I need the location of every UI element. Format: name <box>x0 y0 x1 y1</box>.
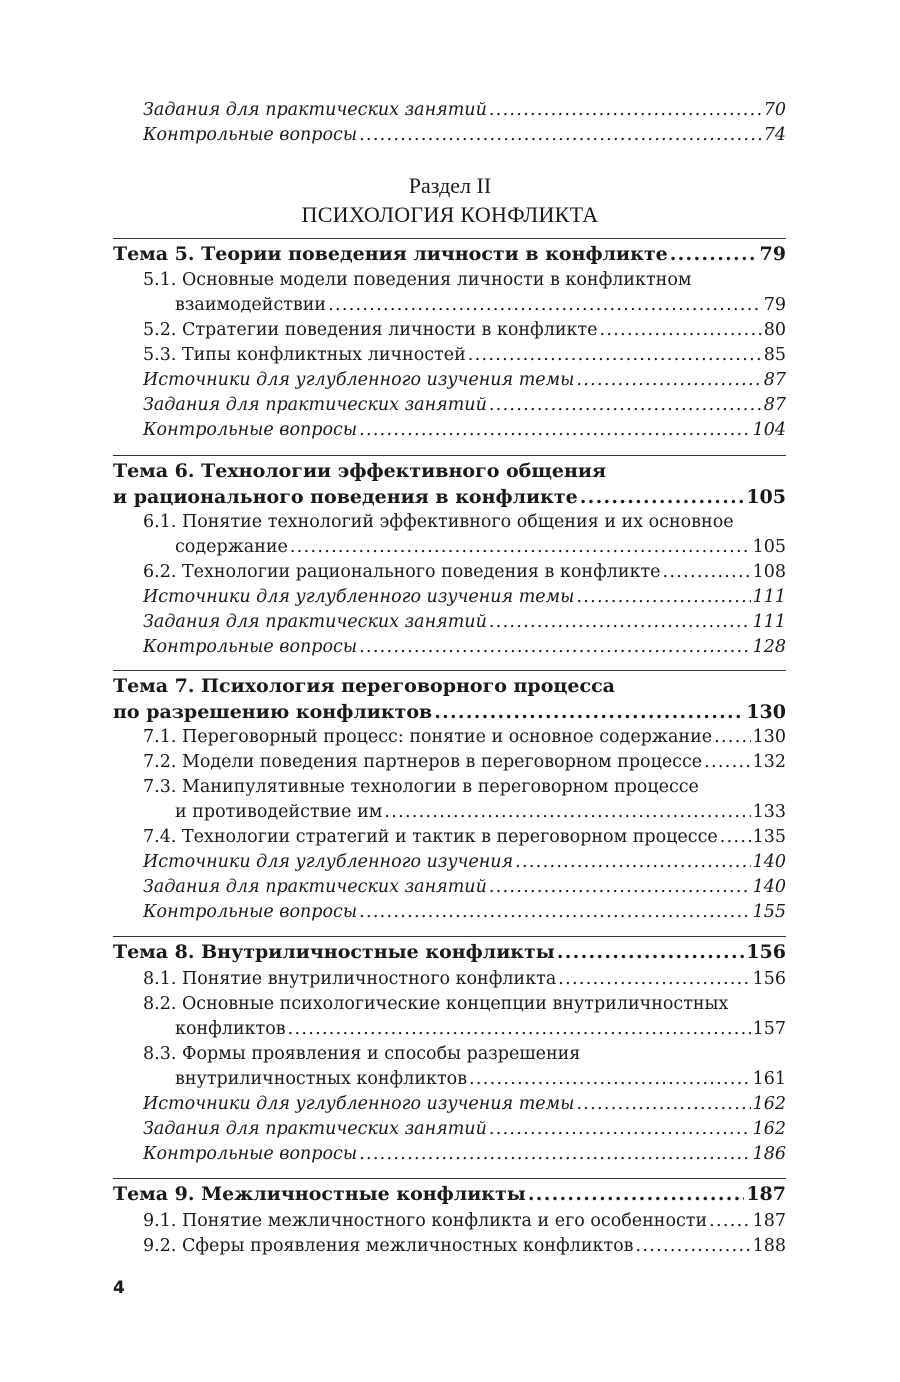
toc-entry <box>113 293 786 318</box>
toc-entry <box>113 610 786 635</box>
leader-dots <box>359 900 751 925</box>
toc-entry <box>113 343 786 368</box>
entry-page: 156 <box>752 969 786 989</box>
leader-dots <box>528 1181 744 1207</box>
entry-title: Задания для практических занятий <box>143 1119 487 1139</box>
entry-page: 162 <box>752 1119 786 1139</box>
toc-entry <box>113 1067 786 1092</box>
entry-title: 9.1. Понятие межличностного конфликта и его особенности <box>143 1211 708 1231</box>
entry-title: 5.3. Типы конфликтных личностей <box>143 345 466 365</box>
topic-title: Тема 6. Технологии эффективного общения <box>113 460 607 482</box>
leader-dots <box>704 750 750 775</box>
toc-entry <box>113 1234 786 1259</box>
topic-title: Тема 9. Межличностные конфликты <box>113 1183 526 1205</box>
entry-title: конфликтов <box>175 1019 286 1039</box>
leader-dots <box>489 875 751 900</box>
leader-dots <box>359 635 751 660</box>
entry-page: 130 <box>752 727 786 747</box>
toc-entry <box>113 585 786 610</box>
entry-title: взаимодействии <box>175 295 327 315</box>
section-number: Раздел II <box>408 173 492 198</box>
toc-entry <box>113 1142 786 1167</box>
topic-title: Тема 7. Психология переговорного процесса <box>113 675 615 697</box>
entry-page: 133 <box>752 802 786 822</box>
section-heading <box>0 172 900 230</box>
toc-entry <box>113 875 786 900</box>
topic-page: 79 <box>759 243 786 265</box>
entry-title: Контрольные вопросы <box>143 420 358 440</box>
toc-entry <box>113 393 786 418</box>
toc-entry <box>113 1117 786 1142</box>
toc-entry <box>113 967 786 992</box>
toc-entry <box>113 800 786 825</box>
topic-5 <box>113 238 786 267</box>
entry-page: 157 <box>752 1019 786 1039</box>
entry-title: Контрольные вопросы <box>143 637 358 657</box>
topic-page: 156 <box>746 941 786 963</box>
leader-dots <box>489 610 751 635</box>
section-name: ПСИХОЛОГИЯ КОНФЛИКТА <box>301 202 599 227</box>
leader-dots <box>558 967 750 992</box>
leader-dots <box>720 825 751 850</box>
leader-dots <box>489 393 762 418</box>
toc-entry <box>113 825 786 850</box>
entry-page: 140 <box>752 877 786 897</box>
entry-page: 140 <box>752 852 786 872</box>
entry-page: 188 <box>752 1236 786 1256</box>
entry-title: 7.4. Технологии стратегий и тактик в переговорном процессе <box>143 827 718 847</box>
entry-page: 162 <box>752 1094 786 1114</box>
leader-dots <box>469 1067 751 1092</box>
leader-dots <box>468 343 762 368</box>
entry-title: 6.2. Технологии рационального поведения в конфликте <box>143 562 661 582</box>
leader-dots <box>489 98 762 123</box>
entry-title: содержание <box>175 537 288 557</box>
leader-dots <box>557 939 745 965</box>
topic-8 <box>113 936 786 965</box>
entry-page: 104 <box>752 420 786 440</box>
leader-dots <box>636 1234 751 1259</box>
entry-title: 6.1. Понятие технологий эффективного общения и их основное <box>143 512 734 532</box>
leader-dots <box>576 585 750 610</box>
entry-page: 128 <box>752 637 786 657</box>
entry-title: 9.2. Сферы проявления межличностных конфликтов <box>143 1236 634 1256</box>
entry-page: 186 <box>752 1144 786 1164</box>
leader-dots <box>359 1142 751 1167</box>
toc-entry <box>113 510 786 535</box>
entry-page: 108 <box>752 562 786 582</box>
entry-title: 7.1. Переговорный процесс: понятие и основное содержание <box>143 727 713 747</box>
entry-page: 70 <box>763 100 786 120</box>
leader-dots <box>515 850 750 875</box>
entry-title: Источники для углубленного изучения темы <box>143 370 575 390</box>
entry-title: Задания для практических занятий <box>143 612 487 632</box>
topic-9-items <box>113 1209 786 1259</box>
entry-title: 7.2. Модели поведения партнеров в переговорном процессе <box>143 752 703 772</box>
entry-page: 161 <box>752 1069 786 1089</box>
entry-title: Задания для практических занятий <box>143 395 487 415</box>
entry-title: 7.3. Манипулятивные технологии в переговорном процессе <box>143 777 699 797</box>
entry-title: Источники для углубленного изучения темы <box>143 1094 575 1114</box>
entry-page: 155 <box>752 902 786 922</box>
topic-6-items <box>113 510 786 660</box>
toc-entry <box>113 1017 786 1042</box>
topic-title-line <box>113 699 786 725</box>
topic-7 <box>113 670 786 725</box>
entry-title: 8.3. Формы проявления и способы разрешения <box>143 1044 581 1064</box>
entry-page: 187 <box>752 1211 786 1231</box>
page-number: 4 <box>113 1278 125 1298</box>
leader-dots <box>434 699 744 725</box>
toc-entry <box>113 318 786 343</box>
entry-title: и противодействие им <box>175 802 383 822</box>
entry-title: Контрольные вопросы <box>143 125 358 145</box>
leader-dots <box>328 293 762 318</box>
leader-dots <box>576 1092 750 1117</box>
leader-dots <box>714 725 750 750</box>
topic-page: 105 <box>746 486 786 508</box>
toc-entry <box>113 418 786 443</box>
entry-title: Источники для углубленного изучения темы <box>143 587 575 607</box>
leader-dots <box>663 560 751 585</box>
topic-title: Тема 8. Внутриличностные конфликты <box>113 941 555 963</box>
topic-page: 187 <box>746 1183 786 1205</box>
toc-entry <box>113 1042 786 1067</box>
toc-entry <box>113 1209 786 1234</box>
toc-entry <box>113 900 786 925</box>
topic-8-items <box>113 967 786 1167</box>
toc-entry <box>113 268 786 293</box>
topic-title-line <box>113 241 786 267</box>
entry-title: Контрольные вопросы <box>143 1144 358 1164</box>
toc-entry <box>113 725 786 750</box>
toc-entry <box>113 775 786 800</box>
topic-title: Тема 5. Теории поведения личности в конфликте <box>113 243 668 265</box>
entry-page: 85 <box>763 345 786 365</box>
entry-title: Контрольные вопросы <box>143 902 358 922</box>
leader-dots <box>580 484 745 510</box>
toc-entry <box>113 98 786 123</box>
topic-7-items <box>113 725 786 925</box>
toc-entry <box>113 635 786 660</box>
entry-page: 87 <box>763 395 786 415</box>
entry-title: 5.2. Стратегии поведения личности в конфликте <box>143 320 598 340</box>
entry-page: 79 <box>763 295 786 315</box>
leader-dots <box>670 241 758 267</box>
entry-page: 74 <box>763 125 786 145</box>
toc-entry <box>113 123 786 148</box>
toc-entry <box>113 535 786 560</box>
leader-dots <box>489 1117 751 1142</box>
topic-5-items <box>113 268 786 443</box>
toc-entry <box>113 850 786 875</box>
topic-title-line <box>113 484 786 510</box>
topic-page: 130 <box>746 701 786 723</box>
entry-title: внутриличностных конфликтов <box>175 1069 468 1089</box>
entry-page: 80 <box>763 320 786 340</box>
toc-entry <box>113 560 786 585</box>
entry-page: 132 <box>752 752 786 772</box>
leader-dots <box>384 800 750 825</box>
entry-page: 111 <box>752 587 786 607</box>
toc-entry <box>113 750 786 775</box>
leader-dots <box>288 1017 751 1042</box>
leader-dots <box>576 368 761 393</box>
toc-entry <box>113 368 786 393</box>
entry-title: 8.1. Понятие внутриличностного конфликта <box>143 969 557 989</box>
entry-title: Задания для практических занятий <box>143 877 487 897</box>
entry-page: 135 <box>752 827 786 847</box>
topic-title-line <box>113 939 786 965</box>
entry-page: 105 <box>752 537 786 557</box>
leader-dots <box>600 318 762 343</box>
topic-6 <box>113 455 786 510</box>
topic-title: по разрешению конфликтов <box>113 701 433 723</box>
topic-title: и рационального поведения в конфликте <box>113 486 578 508</box>
leader-dots <box>709 1209 750 1234</box>
entry-title: Задания для практических занятий <box>143 100 487 120</box>
entry-title: Источники для углубленного изучения <box>143 852 514 872</box>
leader-dots <box>290 535 751 560</box>
toc-entry <box>113 1092 786 1117</box>
entry-title: 8.2. Основные психологические концепции внутриличностных <box>143 994 729 1014</box>
leader-dots <box>359 418 751 443</box>
entry-page: 111 <box>752 612 786 632</box>
toc-entry <box>113 992 786 1017</box>
entry-title: 5.1. Основные модели поведения личности в конфликтном <box>143 270 692 290</box>
entry-page: 87 <box>763 370 786 390</box>
topic-title-line <box>113 1181 786 1207</box>
toc-top-block <box>113 98 786 148</box>
topic-9 <box>113 1178 786 1207</box>
leader-dots <box>359 123 762 148</box>
